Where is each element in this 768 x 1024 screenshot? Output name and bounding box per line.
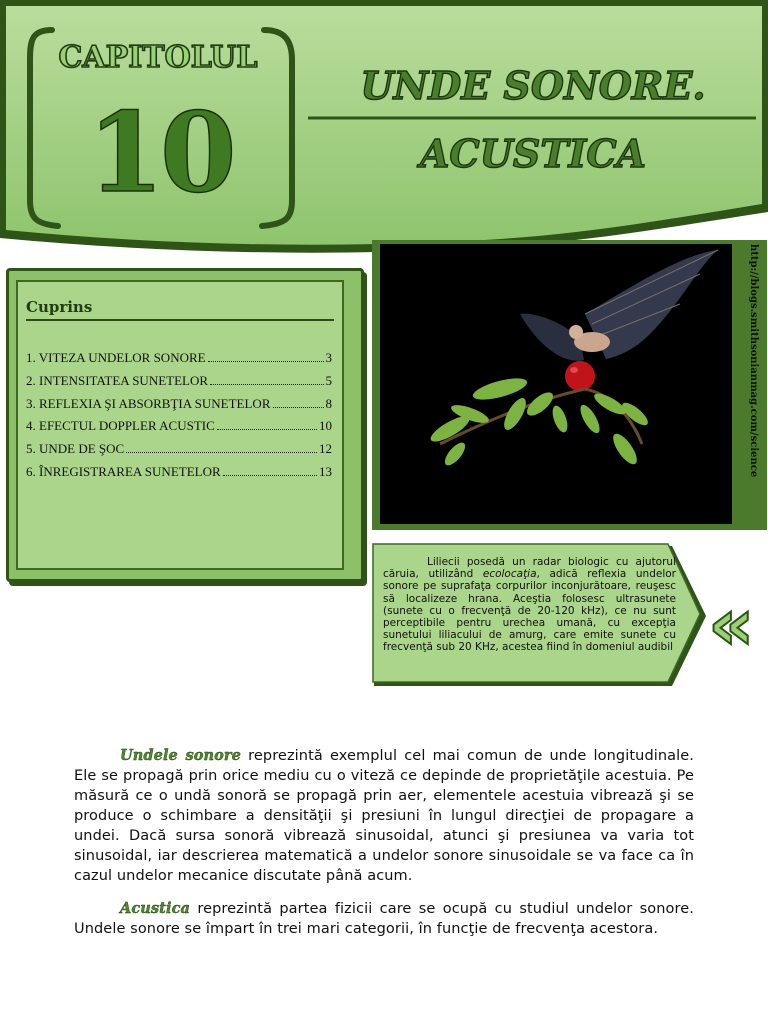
toc-entry[interactable] [26,441,332,457]
toc-entry[interactable] [26,418,332,434]
toc-entry[interactable] [26,396,332,412]
toc-entry-page: 8 [325,396,332,411]
chapter-title-line1: UNDE SONORE. [360,63,706,108]
toc-entry-page: 12 [319,441,332,456]
photo-credit: http://blogs.smithsonianmag.com/science [748,244,759,478]
intro-paragraph: Undele sonore reprezintă exemplul cel mai comun de unde longitudinale. Ele se propagă prin orice mediu cu o viteză ce depinde de proprietăţile acestuia. Pe măsură ce o undă sonoră se propagă prin aer, elementele acestuia vibrează şi se produce o schimbare a densităţii şi presiuni în lungul direcţiei de propagare a undei. Dacă sursa sonoră vibrează sinusoidal, atunci şi presiunea va varia tot sinusoidal, iar descrierea matematică a undelor sonore sinusoidale se va face ca în cazul undelor mecanice discutate până acum. [74,747,695,884]
toc-divider [26,319,334,321]
chapter-title-line2: ACUSTICA [419,131,647,176]
toc-entry[interactable] [26,464,332,480]
chapter-number: 10 [87,88,233,217]
toc-entry-page: 13 [319,464,332,479]
toc-entry-page: 3 [325,350,332,365]
toc-entry-page: 10 [319,418,332,433]
bat-photo [380,244,732,524]
bat-caption: Liliecii posedă un radar biologic cu ajutorul căruia, utilizând ecolocaţia, adică reflexia undelor sonore pe suprafaţa corpurilor inconjurătoare, reuşesc să localizeze hrana. Aceştia folosesc ultrasunete (sunete cu o frecvenţă de 20-120 kHz), ce nu sunt perceptibile pentru urechea umană, cu excepţia sunetului liliacului de amurg, care emite sunete cu frecvenţă sub 20 KHz, acestea fiind în domeniul audibil [383,556,676,654]
acustica-paragraph: Acustica reprezintă partea fizicii care se ocupă cu studiul undelor sonore. Undele sonore se împart în trei mari categorii, în funcţie de frecvenţa acestora. [74,900,694,937]
toc-entry-page: 5 [325,373,332,388]
term-undele-sonore: Undele sonore [120,747,241,764]
term-acustica: Acustica [120,900,191,917]
toc-entry-title: 3. REFLEXIA ŞI ABSORBŢIA SUNETELOR [26,396,271,411]
chapter-label: CAPITOLUL [58,40,258,75]
double-chevron-icon: « [708,582,755,666]
toc-entry-title: 1. VITEZA UNDELOR SONORE [26,350,206,365]
toc-entry-title: 4. EFECTUL DOPPLER ACUSTIC [26,418,215,433]
toc-entry-title: 5. UNDE DE ŞOC [26,441,125,456]
toc-heading: Cuprins [26,298,93,316]
toc-entry-title: 2. INTENSITATEA SUNETELOR [26,373,209,388]
toc-entry[interactable] [26,373,332,389]
toc-entry[interactable] [26,350,332,366]
toc-entry-title: 6. ÎNREGISTRAREA SUNETELOR [26,464,221,479]
